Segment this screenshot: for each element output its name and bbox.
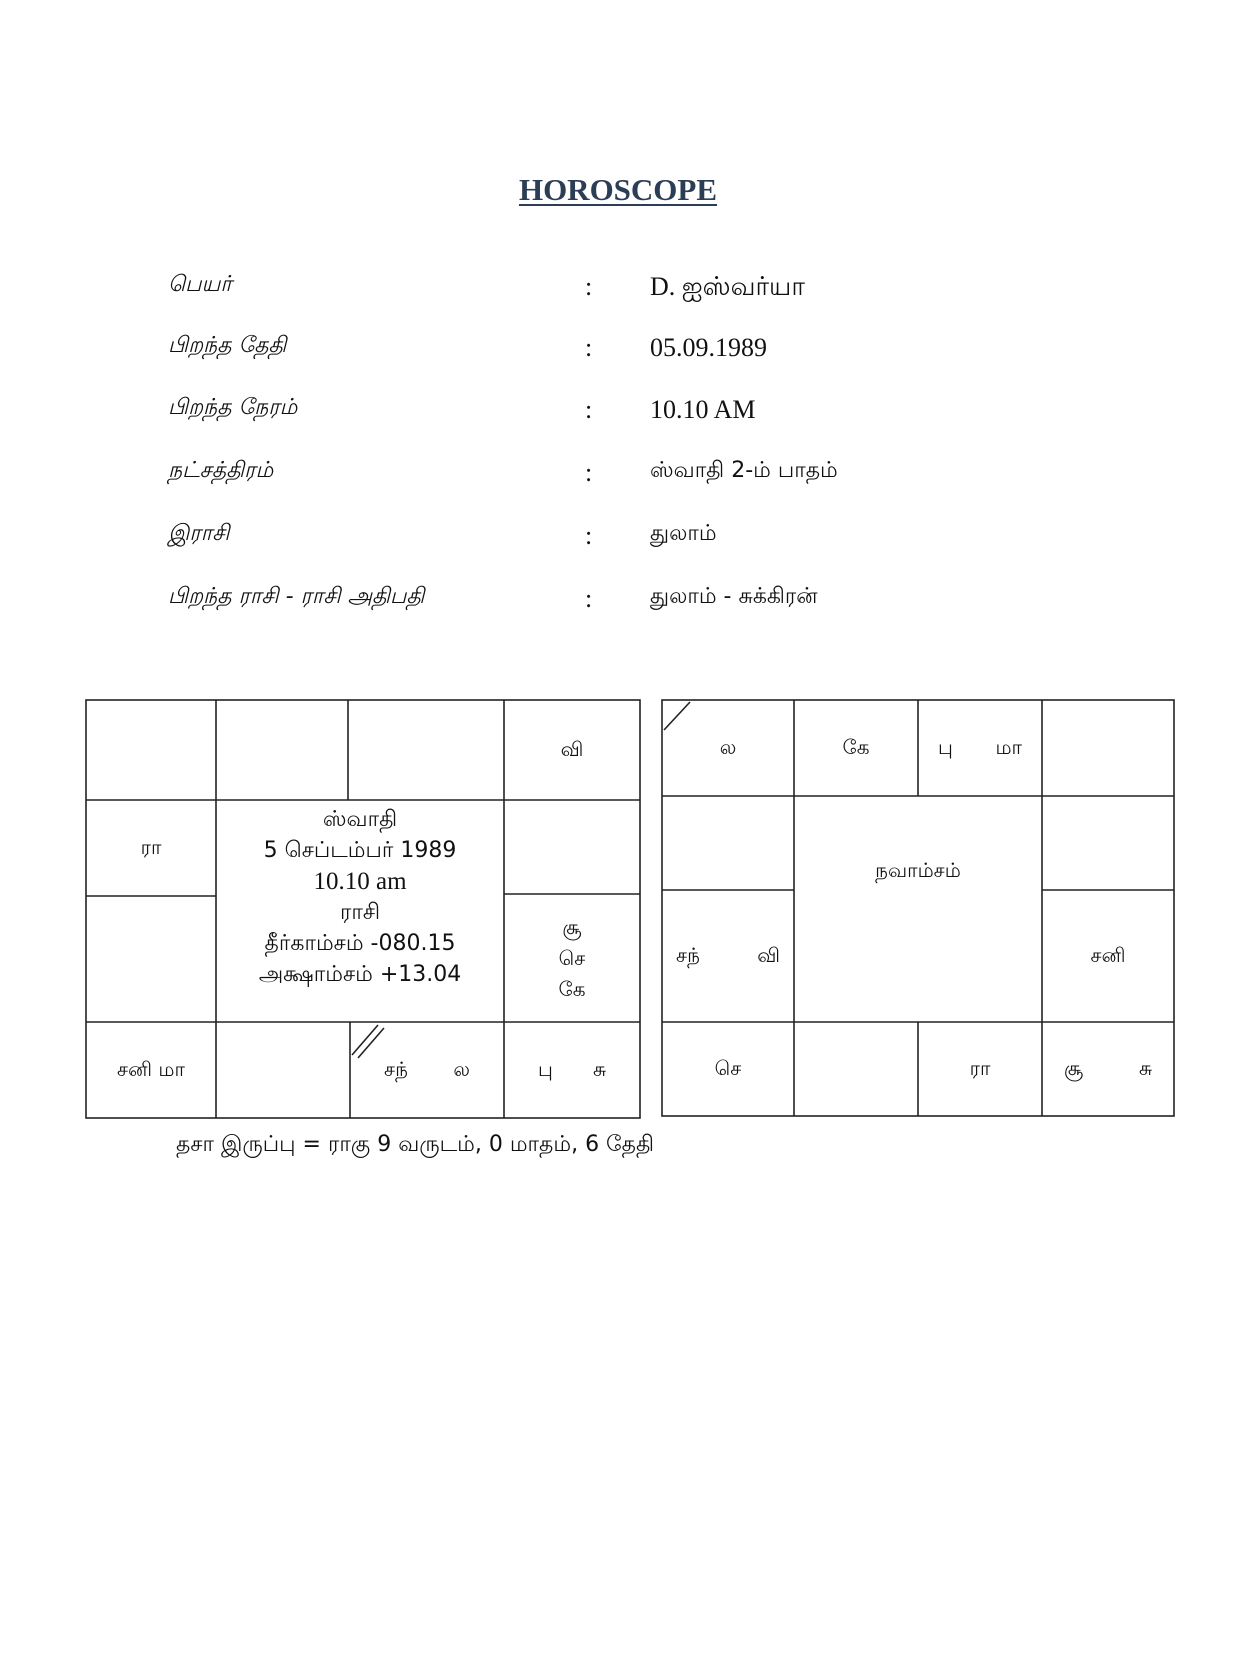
dasa-balance: தசா இருப்பு = ராகு 9 வருடம், 0 மாதம், 6 தேதி [176, 1132, 655, 1157]
rasi-house-bottom-mid [350, 1022, 504, 1118]
detail-colon: : [585, 272, 593, 301]
detail-row-birth-time [0, 395, 1256, 435]
rasi-house-left-upper: ரா [140, 834, 162, 859]
detail-colon: : [585, 333, 593, 362]
center-date: 5 செப்டம்பர் 1989 [263, 838, 457, 863]
navamsa-house-top-3 [918, 700, 1042, 796]
detail-colon: : [585, 395, 593, 424]
rasi-center-details [216, 800, 504, 1022]
planet-label: பு [938, 734, 953, 759]
detail-value: துலாம் [650, 521, 717, 546]
rasi-house-bottom-right [504, 1022, 640, 1118]
planet-label: சந் [384, 1056, 408, 1081]
detail-value: ஸ்வாதி 2-ம் பாதம் [650, 458, 838, 483]
planet-label: மா [995, 734, 1022, 759]
detail-row-birth-date [0, 333, 1256, 373]
detail-value: 05.09.1989 [650, 333, 767, 362]
detail-row-rasi [0, 521, 1256, 561]
center-latitude: அக்ஷாம்சம் +13.04 [258, 962, 462, 987]
center-time: 10.10 am [313, 868, 407, 895]
planet-label: சூ [1064, 1055, 1084, 1080]
center-label: ராசி [339, 900, 381, 925]
detail-label: பிறந்த ராசி - ராசி அதிபதி [168, 584, 425, 609]
rasi-house-bottom-left: சனி மா [117, 1056, 185, 1081]
navamsa-house-top-1: ல [719, 734, 737, 759]
planet-label: ல [453, 1056, 470, 1081]
planet-label: சூ [562, 914, 582, 939]
navamsa-house-top-2: கே [842, 734, 870, 759]
planet-label: பு [538, 1056, 553, 1081]
detail-value: 10.10 AM [650, 395, 756, 424]
planet-label: சு [592, 1056, 606, 1081]
navamsa-house-right-lower: சனி [1090, 942, 1126, 967]
planet-label: சு [1138, 1055, 1152, 1080]
detail-colon: : [585, 584, 593, 613]
navamsa-house-left-lower [662, 890, 794, 1022]
detail-row-name [0, 272, 1256, 312]
detail-label: இராசி [168, 521, 230, 546]
detail-row-rasi-lord [0, 584, 1256, 624]
detail-label: பெயர் [168, 272, 232, 297]
center-longitude: தீர்காம்சம் -080.15 [264, 931, 456, 956]
navamsa-chart [662, 700, 1174, 1116]
detail-label: நட்சத்திரம் [168, 458, 274, 483]
detail-colon: : [585, 458, 593, 487]
detail-value: D. ஐஸ்வர்யா [650, 272, 805, 301]
navamsa-house-bottom-3: ரா [969, 1055, 991, 1080]
detail-row-star [0, 458, 1256, 498]
planet-label: செ [558, 945, 586, 970]
navamsa-center-label: நவாம்சம் [875, 858, 961, 882]
planet-label: கே [558, 976, 586, 1001]
planet-label: வி [757, 942, 780, 967]
navamsa-house-bottom-4 [1042, 1022, 1174, 1116]
rasi-chart [86, 700, 640, 1118]
page-title: HOROSCOPE [518, 172, 718, 207]
detail-label: பிறந்த தேதி [168, 333, 287, 358]
detail-value: துலாம் - சுக்கிரன் [650, 584, 818, 609]
detail-colon: : [585, 521, 593, 550]
center-star: ஸ்வாதி [322, 807, 398, 832]
detail-label: பிறந்த நேரம் [168, 395, 298, 420]
rasi-house-top-right: வி [560, 736, 584, 761]
planet-label: சந் [676, 942, 700, 967]
navamsa-house-bottom-1: செ [714, 1055, 742, 1080]
rasi-house-right-lower [504, 894, 640, 1022]
